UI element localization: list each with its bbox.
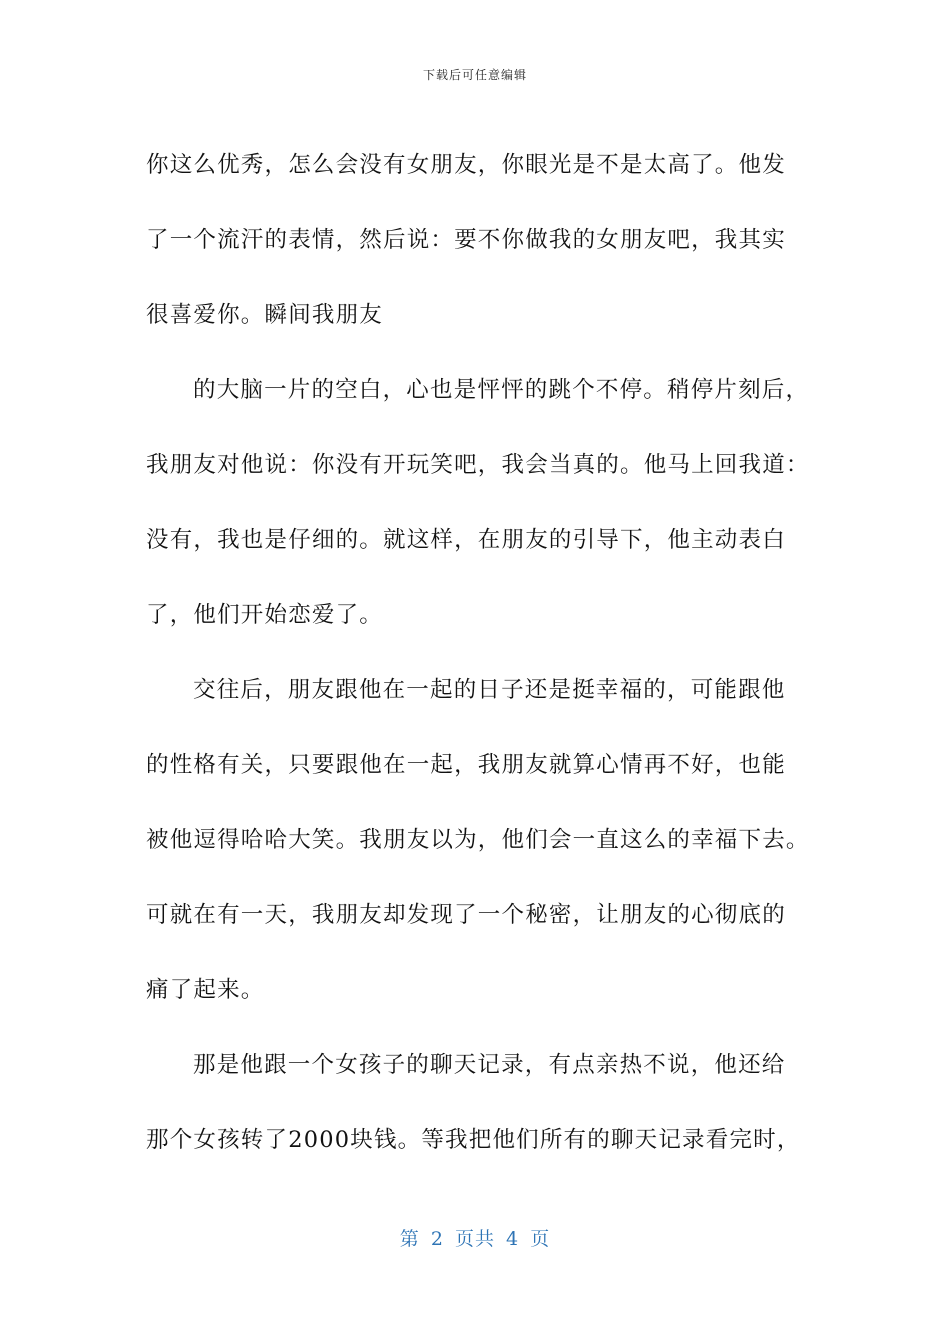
body-line: 很喜爱你。瞬间我朋友 bbox=[146, 302, 384, 328]
body-line: 那个女孩转了2000块钱。等我把他们所有的聊天记录看完时， bbox=[146, 1127, 801, 1153]
body-line: 了，他们开始恋爱了。 bbox=[146, 602, 384, 628]
body-line: 被他逗得哈哈大笑。我朋友以为，他们会一直这么的幸福下去。 bbox=[146, 827, 810, 853]
page-header: 下载后可任意编辑 bbox=[422, 68, 527, 82]
body-line: 的性格有关，只要跟他在一起，我朋友就算心情再不好，也能 bbox=[146, 752, 786, 778]
body-line: 痛了起来。 bbox=[146, 977, 265, 1003]
page-number-footer bbox=[0, 1224, 950, 1251]
footer-prefix: 第 bbox=[399, 1228, 420, 1250]
current-page-number: 2 bbox=[430, 1228, 444, 1250]
body-line: 可就在有一天，我朋友却发现了一个秘密，让朋友的心彻底的 bbox=[146, 902, 786, 928]
total-page-count: 4 bbox=[506, 1228, 520, 1250]
body-line: 的大脑一片的空白，心也是怦怦的跳个不停。稍停片刻后， bbox=[193, 377, 810, 403]
footer-middle: 页共 bbox=[454, 1228, 495, 1250]
footer-suffix: 页 bbox=[530, 1228, 551, 1250]
body-line: 没有，我也是仔细的。就这样，在朋友的引导下，他主动表白 bbox=[146, 527, 786, 553]
body-line: 我朋友对他说：你没有开玩笑吧，我会当真的。他马上回我道： bbox=[146, 452, 810, 478]
document-body bbox=[146, 128, 811, 1178]
body-line: 你这么优秀，怎么会没有女朋友，你眼光是不是太高了。他发 bbox=[146, 152, 786, 178]
body-line: 交往后，朋友跟他在一起的日子还是挺幸福的，可能跟他 bbox=[193, 677, 786, 703]
body-line: 那是他跟一个女孩子的聊天记录，有点亲热不说，他还给 bbox=[193, 1052, 786, 1078]
body-line: 了一个流汗的表情，然后说：要不你做我的女朋友吧，我其实 bbox=[146, 227, 786, 253]
